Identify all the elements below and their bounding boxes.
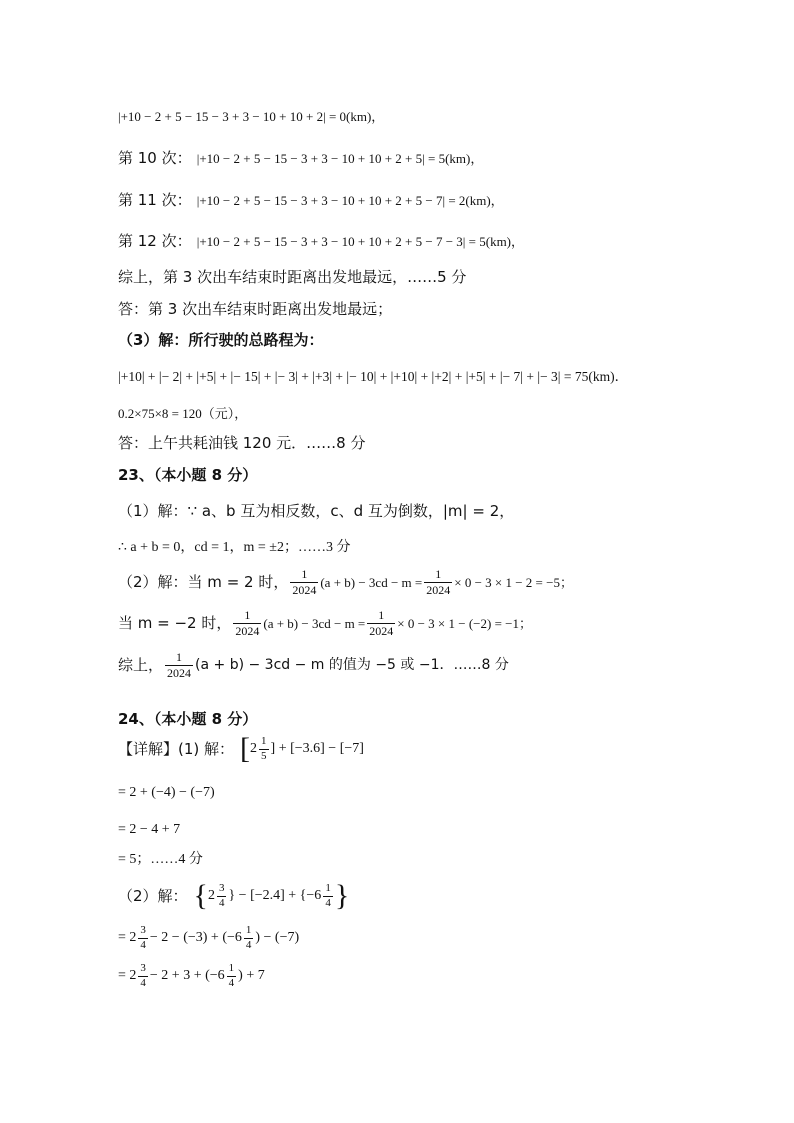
fraction: $\frac{3}{4}$ xyxy=(140,962,146,989)
q23-part2-line: （2）解：当 m = 2 时， $\frac{1}{2024}$ (a + b) − 3cd − m = $\frac{1}{2024}$ × 0 − 3 × 1 − 2 = −5； xyxy=(118,567,573,597)
fraction: $\frac{1}{4}$ xyxy=(325,881,331,909)
trip-label: 第 10 次： xyxy=(118,149,192,167)
fraction: $\frac{1}{2024}$ xyxy=(167,650,192,680)
fraction: $\frac{3}{4}$ xyxy=(218,881,225,909)
summary-line: 综上，第 3 次出车结束时距离出发地最远，……5 分 xyxy=(118,268,467,286)
calc-line-9th: |+10 − 2 + 5 − 15 − 3 + 3 − 10 + 10 + 2| = 0(km)， xyxy=(118,109,385,124)
fraction: $\frac{1}{2024}$ xyxy=(369,608,394,638)
trip-label: 第 12 次： xyxy=(118,232,192,250)
trip-expression: |+10 − 2 + 5 − 15 − 3 + 3 − 10 + 10 + 2 + 5 − 7 − 3| = 5(km)， xyxy=(196,234,525,249)
q24-step3: = 5；……4 分 xyxy=(118,852,203,867)
q24-part2-step1: = 2 $\frac{3}{4}$ − 2 − (−3) + (−6 $\frac{1}{4}$ ) − (−7) xyxy=(118,924,300,951)
q24-part2-line: （2）解： { 2 $\frac{3}{4}$ } − [−2.4] + {−6 $\frac{1}{4}$ } xyxy=(118,879,350,912)
fraction: $\frac{1}{2024}$ xyxy=(292,567,317,597)
q24-step1: = 2 + (−4) − (−7) xyxy=(118,785,215,800)
question-23-heading: 23、（本小题 8 分） xyxy=(118,466,258,484)
q23-part2-case2-line: 当 m = −2 时， $\frac{1}{2024}$ (a + b) − 3cd − m = $\frac{1}{2024}$ × 0 − 3 × 1 − (−2) = −1； xyxy=(118,608,532,638)
calc-line-12th xyxy=(118,233,524,249)
fraction: $\frac{1}{5}$ xyxy=(261,734,267,762)
trip-expression: |+10 − 2 + 5 − 15 − 3 + 3 − 10 + 10 + 2 + 5| = 5(km)， xyxy=(196,151,484,166)
q23-conclusion-line: ∴ a + b = 0，cd = 1，m = ±2；……3 分 xyxy=(118,540,351,555)
fraction: $\frac{1}{4}$ xyxy=(228,962,235,989)
trip-expression: |+10 − 2 + 5 − 15 − 3 + 3 − 10 + 10 + 2 + 5 − 7| = 2(km)， xyxy=(196,193,504,208)
calc-line-11th xyxy=(118,192,504,208)
question-24-heading: 24、（本小题 8 分） xyxy=(118,710,258,728)
fuel-cost-line: 0.2×75×8 = 120（元）， xyxy=(118,406,248,421)
fraction: $\frac{1}{4}$ xyxy=(245,924,252,951)
q23-part1-line: （1）解：∵ a、b 互为相反数，c、d 互为倒数，|m| = 2， xyxy=(118,502,515,520)
fraction: $\frac{1}{2024}$ xyxy=(235,608,260,638)
calc-line-10th xyxy=(118,150,483,166)
trip-label: 第 11 次： xyxy=(118,191,192,209)
q24-part1-line: 【详解】(1) 解： [2 $\frac{1}{5}$ ] + [−3.6] − [−7] xyxy=(118,732,364,765)
q24-step2: = 2 − 4 + 7 xyxy=(118,822,181,837)
answer-fuel-line: 答：上午共耗油钱 120 元．……8 分 xyxy=(118,434,366,452)
answer-line: 答：第 3 次出车结束时距离出发地最远； xyxy=(118,300,393,318)
total-distance-expression: |+10| + |− 2| + |+5| + |− 15| + |− 3| + |+3| + |− 10| + |+10| + |+2| + |+5| + |− 7| + |− 3| = 75(km)． xyxy=(118,369,629,384)
part3-heading: （3）解：所行驶的总路程为： xyxy=(118,331,324,349)
fraction: $\frac{1}{2024}$ xyxy=(426,567,451,597)
q24-part2-step2: = 2 $\frac{3}{4}$ − 2 + 3 + (−6 $\frac{1}{4}$ ) + 7 xyxy=(118,962,265,989)
fraction: $\frac{3}{4}$ xyxy=(140,924,146,951)
q23-summary-line: 综上， $\frac{1}{2024}$ (a + b) − 3cd − m 的值为 −5 或 −1．……8 分 xyxy=(118,650,509,680)
